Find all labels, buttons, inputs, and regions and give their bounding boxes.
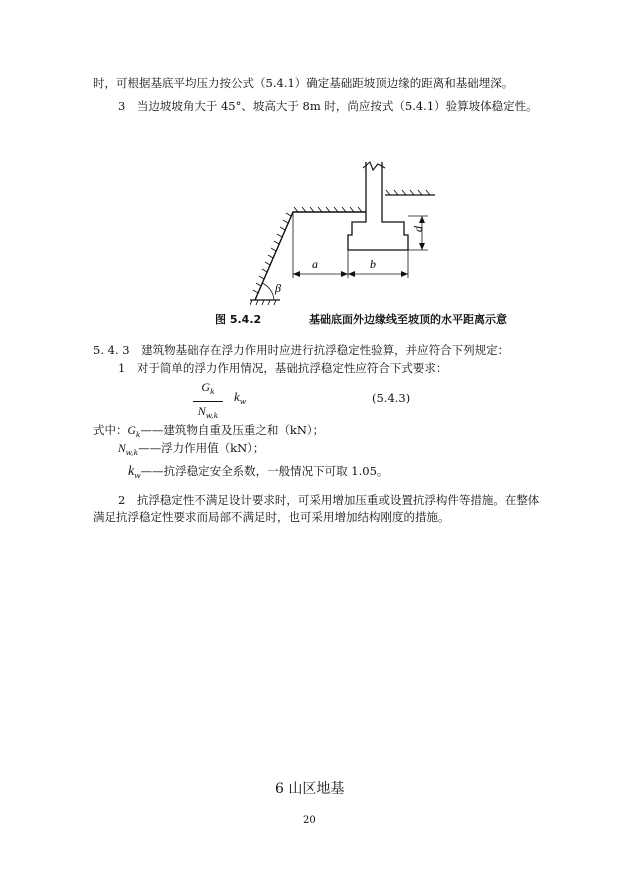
denominator-symbol: N (197, 404, 206, 418)
section-heading: 5. 4. 3 建筑物基础存在浮力作用时应进行抗浮稳定性验算，并应符合下列规定： (93, 343, 510, 357)
figure-foundation-slope (250, 150, 450, 314)
gk-text: ——建筑物自重及压重之和（kN）； (140, 423, 325, 437)
figure-number: 图 5.4.2 (215, 313, 262, 326)
figure-caption: 基础底面外边缘线至坡顶的水平距离示意 (309, 313, 507, 326)
paragraph-continuation: 时，可根据基底平均压力按公式（5.4.1）确定基础距坡顶边缘的距离和基础埋深。 (93, 76, 514, 90)
label-beta: β (275, 281, 281, 295)
gk-symbol: G (127, 425, 136, 437)
item-2-line-1: 2 抗浮稳定性不满足设计要求时，可采用增加压重或设置抗浮构件等措施。在整体 (118, 493, 540, 507)
item-1: 1 对于简单的浮力作用情况，基础抗浮稳定性应符合下式要求： (118, 361, 448, 375)
formula-number: (5.4.3) (372, 391, 411, 405)
chapter-title: 6 山区地基 (275, 781, 345, 797)
rhs-symbol: k (234, 389, 240, 404)
numerator-subscript: k (210, 387, 215, 396)
label-b: b (370, 257, 376, 271)
item-2-line-2: 满足抗浮稳定性要求而局部不满足时，也可采用增加结构刚度的措施。 (93, 510, 450, 524)
denominator-subscript: w,k (205, 411, 219, 420)
numerator-symbol: G (201, 380, 211, 394)
definitions-prefix: 式中： (93, 423, 128, 437)
definition-nwk (118, 440, 264, 461)
rhs-subscript: w (239, 397, 247, 406)
paragraph-item-3: 3 当边坡坡角大于 45°、坡高大于 8m 时，尚应按式（5.4.1）验算坡体稳定性。 (118, 99, 538, 113)
foundation-outline (348, 162, 408, 250)
formula-fraction (193, 380, 223, 423)
page-number: 20 (303, 815, 316, 826)
gk-subscript: k (135, 430, 141, 439)
figure-diagram (250, 150, 450, 310)
kw-symbol: k (128, 464, 135, 479)
definition-kw (128, 463, 388, 484)
nwk-subscript: w,k (125, 448, 139, 457)
slope-ground-line (255, 212, 366, 300)
kw-subscript: w (134, 471, 141, 480)
nwk-text: ——浮力作用值（kN）； (138, 441, 265, 455)
label-a: a (312, 257, 318, 271)
formula-rhs (234, 389, 246, 406)
nwk-symbol: N (118, 443, 126, 455)
slope-hatching (253, 207, 362, 293)
kw-text: ——抗浮稳定安全系数，一般情况下可取 1.05。 (140, 464, 389, 478)
label-d: d (411, 226, 425, 232)
fraction-bar (193, 401, 223, 402)
